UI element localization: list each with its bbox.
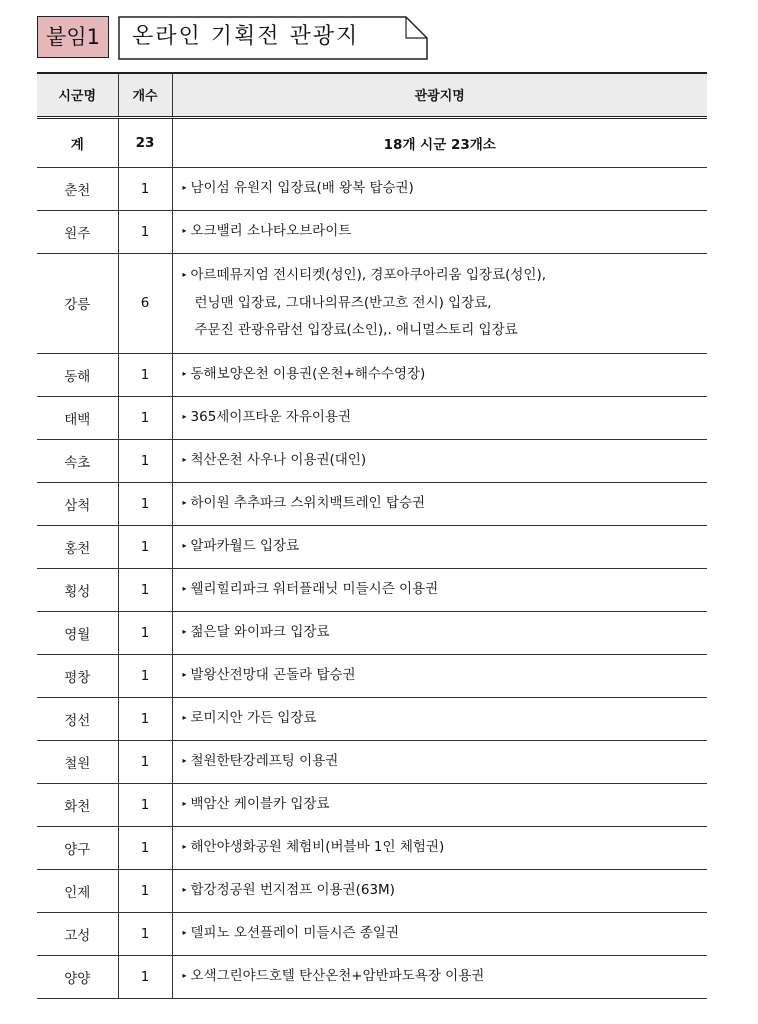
- sites-cell: [172, 826, 707, 869]
- city-cell: 양구: [37, 826, 118, 869]
- site-line: [183, 920, 708, 948]
- bullet-icon: ▸: [182, 583, 187, 593]
- site-text: 하이원 추추파크 스위치백트레인 탑승권: [190, 494, 426, 511]
- count-cell: 1: [118, 826, 172, 869]
- column-header-count: 개수: [118, 73, 172, 117]
- page-title: 온라인 기획전 관광지: [132, 24, 360, 49]
- count-cell: 6: [118, 253, 172, 353]
- count-cell: 1: [118, 353, 172, 396]
- table-row: [37, 740, 707, 783]
- table-row: [37, 611, 707, 654]
- site-text: 알파카월드 입장료: [190, 537, 300, 554]
- table-row: [37, 482, 707, 525]
- site-text: 주문진 관광유람선 입장료(소인),. 애니멀스토리 입장료: [194, 322, 518, 338]
- bullet-icon: ▸: [182, 497, 187, 507]
- count-cell: 1: [118, 611, 172, 654]
- city-cell: 홍천: [37, 525, 118, 568]
- city-cell: 양양: [37, 955, 118, 998]
- total-count: 23: [118, 117, 172, 167]
- site-text: 백암산 케이블카 입장료: [190, 795, 330, 812]
- count-cell: 1: [118, 396, 172, 439]
- site-text: 젊은달 와이파크 입장료: [190, 623, 330, 640]
- site-line: [183, 619, 708, 647]
- bullet-icon: ▸: [182, 411, 187, 421]
- bullet-icon: ▸: [182, 970, 187, 980]
- count-cell: 1: [118, 783, 172, 826]
- bullet-icon: ▸: [182, 884, 187, 894]
- page-header: [37, 16, 437, 60]
- bullet-icon: ▸: [182, 454, 187, 464]
- site-line: [183, 361, 708, 389]
- count-cell: 1: [118, 210, 172, 253]
- city-cell: 삼척: [37, 482, 118, 525]
- site-text: 런닝맨 입장료, 그대나의뮤즈(반고흐 전시) 입장료,: [194, 295, 492, 311]
- site-line: [183, 290, 708, 317]
- sites-cell: [172, 869, 707, 912]
- attachment-badge: 붙임1: [37, 16, 109, 58]
- site-line: [183, 175, 708, 203]
- site-line: [183, 533, 708, 561]
- count-cell: 1: [118, 740, 172, 783]
- sites-cell: [172, 525, 707, 568]
- table-row: [37, 568, 707, 611]
- city-cell: 인제: [37, 869, 118, 912]
- bullet-icon: ▸: [182, 368, 187, 378]
- site-text: 발왕산전망대 곤돌라 탑승권: [190, 666, 356, 683]
- count-cell: 1: [118, 955, 172, 998]
- column-header-city: 시군명: [37, 73, 118, 117]
- bullet-icon: ▸: [182, 182, 187, 192]
- sites-cell: [172, 167, 707, 210]
- site-text: 오색그린야드호텔 탄산온천+암반파도욕장 이용권: [190, 967, 485, 984]
- site-line: [183, 262, 708, 290]
- sites-cell: [172, 697, 707, 740]
- sites-cell: [172, 482, 707, 525]
- city-cell: 원주: [37, 210, 118, 253]
- table-row: [37, 783, 707, 826]
- bullet-icon: ▸: [182, 712, 187, 722]
- sites-cell: [172, 353, 707, 396]
- bullet-icon: ▸: [182, 225, 187, 235]
- table-row: [37, 912, 707, 955]
- site-text: 합강정공원 번지점프 이용권(63M): [190, 881, 395, 898]
- table-header-row: [37, 73, 707, 117]
- table-row: [37, 210, 707, 253]
- table-row: [37, 525, 707, 568]
- table-row: [37, 253, 707, 353]
- table-row: [37, 955, 707, 998]
- sites-cell: [172, 955, 707, 998]
- site-text: 델피노 오션플레이 미들시즌 종일권: [190, 924, 400, 941]
- sites-cell: [172, 654, 707, 697]
- site-text: 365세이프타운 자유이용권: [190, 408, 351, 425]
- bullet-icon: ▸: [182, 755, 187, 765]
- city-cell: 정선: [37, 697, 118, 740]
- bullet-icon: ▸: [182, 626, 187, 636]
- count-cell: 1: [118, 912, 172, 955]
- table-row: [37, 353, 707, 396]
- city-cell: 동해: [37, 353, 118, 396]
- table-row: [37, 167, 707, 210]
- bullet-icon: ▸: [182, 669, 187, 679]
- city-cell: 속초: [37, 439, 118, 482]
- column-header-sites: 관광지명: [172, 73, 707, 117]
- tourist-site-table: [37, 72, 707, 999]
- city-cell: 횡성: [37, 568, 118, 611]
- site-text: 아르떼뮤지엄 전시티켓(성인), 경포아쿠아리움 입장료(성인),: [190, 267, 547, 283]
- site-line: [183, 576, 708, 604]
- sites-cell: [172, 253, 707, 353]
- sites-cell: [172, 568, 707, 611]
- total-row: [37, 117, 707, 167]
- site-text: 남이섬 유원지 입장료(배 왕복 탑승권): [190, 179, 414, 196]
- city-cell: 영월: [37, 611, 118, 654]
- count-cell: 1: [118, 869, 172, 912]
- site-line: [183, 317, 708, 344]
- site-line: [183, 877, 708, 905]
- count-cell: 1: [118, 439, 172, 482]
- count-cell: 1: [118, 654, 172, 697]
- table-row: [37, 697, 707, 740]
- site-line: [183, 748, 708, 776]
- site-line: [183, 404, 708, 432]
- count-cell: 1: [118, 482, 172, 525]
- title-box: [118, 16, 428, 60]
- site-text: 철원한탄강레프팅 이용권: [190, 752, 339, 769]
- site-text: 오크밸리 소나타오브라이트: [190, 222, 352, 239]
- site-line: [183, 662, 708, 690]
- table-row: [37, 396, 707, 439]
- city-cell: 철원: [37, 740, 118, 783]
- count-cell: 1: [118, 167, 172, 210]
- city-cell: 평창: [37, 654, 118, 697]
- bullet-icon: ▸: [182, 798, 187, 808]
- sites-cell: [172, 396, 707, 439]
- site-text: 웰리힐리파크 워터플래닛 미들시즌 이용권: [190, 580, 439, 597]
- site-text: 동해보양온천 이용권(온천+해수수영장): [190, 365, 426, 382]
- site-text: 로미지안 가든 입장료: [190, 709, 317, 726]
- total-label: 계: [37, 117, 118, 167]
- table-row: [37, 654, 707, 697]
- count-cell: 1: [118, 525, 172, 568]
- sites-cell: [172, 783, 707, 826]
- city-cell: 태백: [37, 396, 118, 439]
- sites-cell: [172, 912, 707, 955]
- city-cell: 춘천: [37, 167, 118, 210]
- city-cell: 강릉: [37, 253, 118, 353]
- site-text: 해안야생화공원 체험비(버블바 1인 체험권): [190, 838, 445, 855]
- bullet-icon: ▸: [182, 841, 187, 851]
- bullet-icon: ▸: [182, 270, 187, 279]
- site-line: [183, 963, 708, 991]
- sites-cell: [172, 439, 707, 482]
- table-row: [37, 869, 707, 912]
- site-line: [183, 447, 708, 475]
- count-cell: 1: [118, 568, 172, 611]
- site-text: 척산온천 사우나 이용권(대인): [190, 451, 367, 468]
- site-line: [183, 218, 708, 246]
- bullet-icon: ▸: [182, 927, 187, 937]
- site-line: [183, 490, 708, 518]
- city-cell: 화천: [37, 783, 118, 826]
- total-summary: 18개 시군 23개소: [172, 117, 707, 167]
- city-cell: 고성: [37, 912, 118, 955]
- sites-cell: [172, 740, 707, 783]
- bullet-icon: ▸: [182, 540, 187, 550]
- sites-cell: [172, 210, 707, 253]
- table-row: [37, 439, 707, 482]
- site-line: [183, 705, 708, 733]
- table-row: [37, 826, 707, 869]
- sites-cell: [172, 611, 707, 654]
- site-line: [183, 834, 708, 862]
- site-line: [183, 791, 708, 819]
- count-cell: 1: [118, 697, 172, 740]
